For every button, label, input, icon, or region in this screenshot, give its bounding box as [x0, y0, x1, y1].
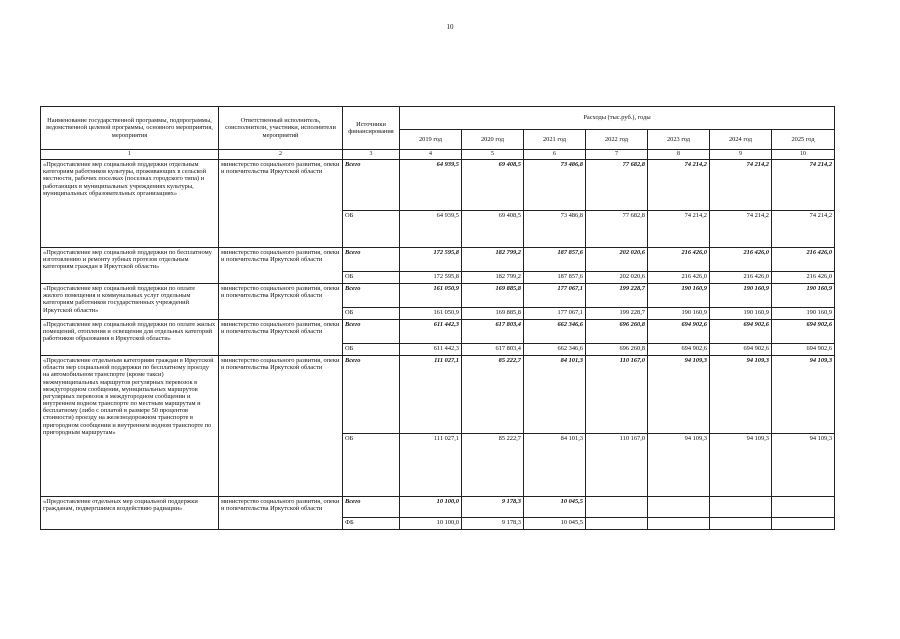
header-year: 2020 год: [462, 130, 524, 150]
total-amount-cell: 190 160,9: [772, 284, 835, 308]
column-number: 1: [41, 150, 219, 160]
budget-amount-cell: 74 214,2: [648, 211, 710, 248]
budget-amount-cell: 111 027,1: [400, 434, 462, 497]
budget-amount-cell: [710, 518, 772, 530]
funding-source-budget: ОБ: [343, 211, 400, 248]
measure-row-total: [41, 160, 835, 211]
funding-source-budget: ОБ: [343, 434, 400, 497]
total-amount-cell: 190 160,9: [710, 284, 772, 308]
total-amount-cell: 111 027,1: [400, 356, 462, 434]
funding-source-total: Всего: [343, 320, 400, 344]
budget-amount-cell: 110 167,0: [586, 434, 648, 497]
budget-amount-cell: 64 939,5: [400, 211, 462, 248]
table-header: [41, 107, 835, 160]
budget-amount-cell: 10 100,0: [400, 518, 462, 530]
column-number: 5: [462, 150, 524, 160]
total-amount-cell: 696 260,8: [586, 320, 648, 344]
column-number: 10: [772, 150, 835, 160]
budget-amount-cell: 172 595,8: [400, 272, 462, 284]
header-expenses: Расходы (тыс.руб.), годы: [400, 107, 835, 130]
total-amount-cell: [772, 497, 835, 518]
total-amount-cell: 199 228,7: [586, 284, 648, 308]
budget-amount-cell: 190 160,9: [772, 308, 835, 320]
header-sources: Источники финансирования: [343, 107, 400, 150]
budget-amount-cell: 199 228,7: [586, 308, 648, 320]
budget-amount-cell: 74 214,2: [710, 211, 772, 248]
budget-amount-cell: 187 857,6: [524, 272, 586, 284]
total-amount-cell: 94 109,3: [772, 356, 835, 434]
measure-executor: министерство социального развития, опеки и попечительства Иркутской области: [219, 160, 343, 248]
total-amount-cell: 10 045,5: [524, 497, 586, 518]
total-amount-cell: 69 408,5: [462, 160, 524, 211]
measure-row-total: [41, 248, 835, 272]
header-year: 2025 год: [772, 130, 835, 150]
measure-name: «Предоставление отдельным категориям граждан в Иркутской области мер социальной поддержки по бесплатному проезду на автомобильном транспорте (кроме такси) межмуниципальных маршрутов регулярных перевозок в междугородном сообщении, муниципальных маршрутов регулярных перевозок в междугородном сообщении и внутреннем водном транспорте по местным маршрутам и бесплатному (либо с оплатой в размере 50 процентов стоимости) проезду на железнодорожном транспорте в пригородном сообщении и внутреннем водном транспорте по пригородным маршрутам»: [41, 356, 219, 497]
total-amount-cell: 182 799,2: [462, 248, 524, 272]
header-year: 2021 год: [524, 130, 586, 150]
header-executor: Ответственный исполнитель, соисполнители, участники, исполнители мероприятий: [219, 107, 343, 150]
total-amount-cell: 216 426,0: [710, 248, 772, 272]
total-amount-cell: 74 214,2: [772, 160, 835, 211]
measure-row-total: [41, 320, 835, 344]
budget-table: [40, 106, 835, 530]
column-number: 6: [524, 150, 586, 160]
budget-amount-cell: [586, 518, 648, 530]
measure-name: «Предоставление мер социальной поддержки по бесплатному изготовлению и ремонту зубных протезов отдельным категориям граждан в Иркутской области»: [41, 248, 219, 284]
budget-amount-cell: 190 160,9: [710, 308, 772, 320]
measure-executor: министерство социального развития, опеки и попечительства Иркутской области: [219, 497, 343, 530]
funding-source-total: Всего: [343, 284, 400, 308]
budget-amount-cell: 694 902,6: [710, 344, 772, 356]
column-number-row: [41, 150, 835, 160]
total-amount-cell: 9 178,3: [462, 497, 524, 518]
budget-amount-cell: 216 426,0: [772, 272, 835, 284]
total-amount-cell: 172 595,8: [400, 248, 462, 272]
total-amount-cell: 694 902,6: [772, 320, 835, 344]
measure-row-total: [41, 497, 835, 518]
budget-amount-cell: 9 178,3: [462, 518, 524, 530]
measure-executor: министерство социального развития, опеки и попечительства Иркутской области: [219, 320, 343, 356]
page-number: 10: [446, 23, 454, 31]
measure-name: «Предоставление мер социальной поддержки отдельным категориям работников культуры, проживающих в сельской местности, рабочих поселках (поселках городского типа) и работающих в муниципальных учреждениях культуры, муниципальных образовательных организациях»: [41, 160, 219, 248]
total-amount-cell: 611 442,3: [400, 320, 462, 344]
total-amount-cell: 187 857,6: [524, 248, 586, 272]
header-program-name: Наименование государственной программы, подпрограммы, ведомственной целевой программы, основного мероприятия, мероприятия: [41, 107, 219, 150]
total-amount-cell: 177 067,1: [524, 284, 586, 308]
column-number: 8: [648, 150, 710, 160]
budget-amount-cell: 216 426,0: [648, 272, 710, 284]
column-number: 2: [219, 150, 343, 160]
measure-executor: министерство социального развития, опеки и попечительства Иркутской области: [219, 248, 343, 284]
budget-amount-cell: 169 885,8: [462, 308, 524, 320]
measure-row-total: [41, 356, 835, 434]
total-amount-cell: 110 167,0: [586, 356, 648, 434]
total-amount-cell: 617 803,4: [462, 320, 524, 344]
funding-source-budget: ОБ: [343, 272, 400, 284]
column-number: 9: [710, 150, 772, 160]
total-amount-cell: 161 050,9: [400, 284, 462, 308]
total-amount-cell: 84 101,3: [524, 356, 586, 434]
funding-source-budget: ФБ: [343, 518, 400, 530]
total-amount-cell: 94 109,3: [648, 356, 710, 434]
header-year: 2019 год: [400, 130, 462, 150]
budget-amount-cell: [648, 518, 710, 530]
budget-amount-cell: 94 109,3: [710, 434, 772, 497]
budget-amount-cell: 161 050,9: [400, 308, 462, 320]
budget-amount-cell: 202 020,6: [586, 272, 648, 284]
funding-source-total: Всего: [343, 497, 400, 518]
total-amount-cell: [710, 497, 772, 518]
total-amount-cell: [586, 497, 648, 518]
budget-amount-cell: 94 109,3: [772, 434, 835, 497]
measure-name: «Предоставление мер социальной поддержки по оплате жилого помещения и коммунальных услуг отдельным категориям работников государственных учреждений Иркутской области»: [41, 284, 219, 320]
budget-amount-cell: 617 803,4: [462, 344, 524, 356]
budget-amount-cell: 84 101,3: [524, 434, 586, 497]
column-number: 7: [586, 150, 648, 160]
measure-executor: министерство социального развития, опеки и попечительства Иркутской области: [219, 356, 343, 497]
budget-amount-cell: 177 067,1: [524, 308, 586, 320]
total-amount-cell: 216 426,0: [772, 248, 835, 272]
measure-row-total: [41, 284, 835, 308]
measure-name: «Предоставление отдельных мер социальной поддержки гражданам, подвергшимся воздействию радиации»: [41, 497, 219, 530]
budget-amount-cell: [772, 518, 835, 530]
total-amount-cell: 694 902,6: [710, 320, 772, 344]
total-amount-cell: 85 222,7: [462, 356, 524, 434]
measure-name: «Предоставление мер социальной поддержки по оплате жилых помещений, отопления и освещения для отдельных категорий работников образования в Иркутской области»: [41, 320, 219, 356]
total-amount-cell: 74 214,2: [648, 160, 710, 211]
budget-amount-cell: 69 408,5: [462, 211, 524, 248]
table-body: [41, 160, 835, 530]
total-amount-cell: 94 109,3: [710, 356, 772, 434]
funding-source-total: Всего: [343, 160, 400, 211]
budget-amount-cell: 74 214,2: [772, 211, 835, 248]
header-year: 2024 год: [710, 130, 772, 150]
budget-amount-cell: 696 260,8: [586, 344, 648, 356]
budget-amount-cell: 694 902,6: [648, 344, 710, 356]
budget-amount-cell: 10 045,5: [524, 518, 586, 530]
total-amount-cell: [648, 497, 710, 518]
budget-amount-cell: 73 486,8: [524, 211, 586, 248]
budget-amount-cell: 694 902,6: [772, 344, 835, 356]
budget-amount-cell: 216 426,0: [710, 272, 772, 284]
total-amount-cell: 64 939,5: [400, 160, 462, 211]
funding-source-total: Всего: [343, 356, 400, 434]
total-amount-cell: 190 160,9: [648, 284, 710, 308]
budget-amount-cell: 662 346,6: [524, 344, 586, 356]
total-amount-cell: 694 902,6: [648, 320, 710, 344]
funding-source-budget: ОБ: [343, 308, 400, 320]
header-year: 2022 год: [586, 130, 648, 150]
column-number: 3: [343, 150, 400, 160]
funding-source-total: Всего: [343, 248, 400, 272]
measure-executor: министерство социального развития, опеки и попечительства Иркутской области: [219, 284, 343, 320]
total-amount-cell: 216 426,0: [648, 248, 710, 272]
budget-amount-cell: 182 799,2: [462, 272, 524, 284]
column-number: 4: [400, 150, 462, 160]
header-year: 2023 год: [648, 130, 710, 150]
total-amount-cell: 10 100,0: [400, 497, 462, 518]
budget-amount-cell: 77 682,8: [586, 211, 648, 248]
total-amount-cell: 202 020,6: [586, 248, 648, 272]
total-amount-cell: 662 346,6: [524, 320, 586, 344]
budget-amount-cell: 190 160,9: [648, 308, 710, 320]
funding-source-budget: ОБ: [343, 344, 400, 356]
budget-amount-cell: 611 442,3: [400, 344, 462, 356]
budget-amount-cell: 85 222,7: [462, 434, 524, 497]
total-amount-cell: 74 214,2: [710, 160, 772, 211]
total-amount-cell: 169 885,8: [462, 284, 524, 308]
budget-amount-cell: 94 109,3: [648, 434, 710, 497]
total-amount-cell: 73 486,8: [524, 160, 586, 211]
total-amount-cell: 77 682,8: [586, 160, 648, 211]
